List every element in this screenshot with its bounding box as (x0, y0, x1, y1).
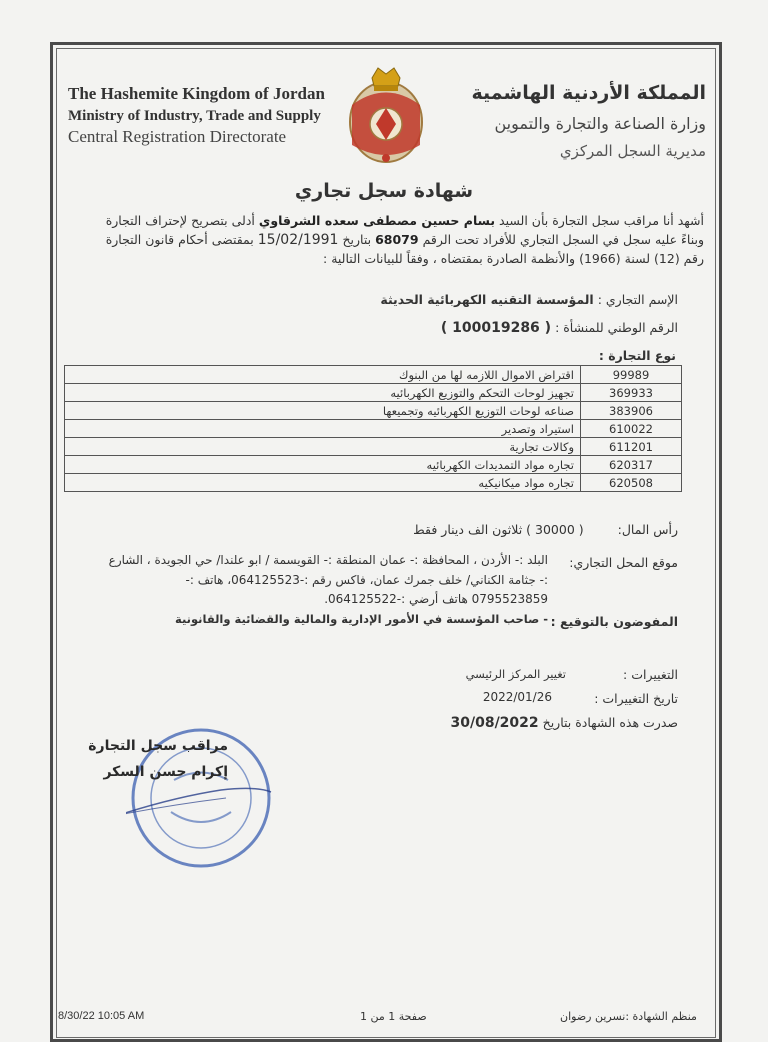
activity-description: استيراد وتصدير (65, 420, 581, 438)
header-en-directorate: Central Registration Directorate (68, 127, 287, 146)
certificate-organizer: منظم الشهادة :نسرين رضوان (560, 1010, 697, 1023)
intro-line-1: أشهد أنا مراقب سجل التجارة بأن السيد بسام حسين مصطفى سعده الشرقاوي أدلى بتصريح لإحتراف التجارة (105, 213, 704, 228)
activity-row (65, 402, 682, 420)
issued-row: صدرت هذه الشهادة بتاريخ 30/08/2022 (450, 715, 678, 731)
changes-label: التغييرات : (623, 667, 678, 682)
trade-name-value: المؤسسة التقنيه الكهربائية الحديثة (380, 292, 594, 307)
capital-value: ( 30000 ) ثلاثون الف دينار فقط (413, 522, 584, 537)
header-ar-directorate: مديرية السجل المركزي (559, 142, 706, 160)
header-en-kingdom: The Hashemite Kingdom of Jordan (68, 84, 325, 103)
activity-description: وكالات تجارية (65, 438, 581, 456)
activity-row (65, 474, 682, 492)
activity-description: تجاره مواد ميكانيكيه (65, 474, 581, 492)
location-line-2: :- جثامة الكناني/ خلف جمرك عمان، فاكس رقم :-064125523، هاتف :- (185, 573, 548, 587)
trade-type-label: نوع التجارة : (598, 348, 676, 363)
activity-code: 620508 (581, 474, 682, 492)
header-ar-kingdom: المملكة الأردنية الهاشمية (471, 82, 706, 104)
jordan-coat-of-arms-icon (342, 60, 430, 170)
header-ar-ministry: وزارة الصناعة والتجارة والتموين (494, 114, 706, 133)
intro-line-3: رقم (12) لسنة (1966) والأنظمة الصادرة بمقتضاه ، وفقاً للبيانات التالية : (323, 251, 704, 266)
activity-row (65, 456, 682, 474)
changes-date-label: تاريخ التغييرات : (594, 691, 678, 706)
national-number-value: ( 100019286 ) (440, 320, 552, 336)
activity-code: 610022 (581, 420, 682, 438)
activity-code: 99989 (581, 366, 682, 384)
activity-row (65, 384, 682, 402)
changes-date-value: 2022/01/26 (482, 690, 552, 704)
activity-code: 369933 (581, 384, 682, 402)
issued-date: 30/08/2022 (450, 715, 539, 731)
signer-name: إكرام حسن السكر (103, 764, 228, 780)
trade-name-row: الإسم التجاري : المؤسسة التقنيه الكهربائية الحديثة (380, 292, 678, 307)
activity-description: اقتراض الاموال اللازمه لها من البنوك (65, 366, 581, 384)
header-en-ministry: Ministry of Industry, Trade and Supply (68, 108, 321, 124)
location-line-1: البلد :- الأردن ، المحافظة :- عمان المنطقة :- القويسمة / ابو علندا/ حي الجويدة ، الشارع (108, 553, 548, 567)
registration-number: 68079 (375, 232, 419, 247)
activity-code: 611201 (581, 438, 682, 456)
national-number-row: الرقم الوطني للمنشأة : ( 100019286 ) (440, 320, 678, 336)
authorized-label: المفوضون بالتوقيع : (550, 614, 678, 629)
page-number: صفحة 1 من 1 (360, 1010, 427, 1023)
registration-date: 15/02/1991 (257, 232, 339, 248)
changes-value: تغيير المركز الرئيسي (465, 667, 566, 681)
activities-table (64, 365, 682, 492)
activity-code: 620317 (581, 456, 682, 474)
activity-description: تجهيز لوحات التحكم والتوزيع الكهربائيه (65, 384, 581, 402)
capital-row: رأس المال: ( 30000 ) ثلاثون الف دينار فقط (413, 522, 678, 537)
activity-description: تجاره مواد التمديدات الكهربائيه (65, 456, 581, 474)
location-line-3: 0795523859 هاتف أرضي :-064125522. (324, 592, 548, 606)
print-timestamp: 8/30/22 10:05 AM (58, 1010, 145, 1022)
activity-row (65, 366, 682, 384)
activity-code: 383906 (581, 402, 682, 420)
intro-line-2: وبناءً عليه سجل في السجل التجاري للأفراد تحت الرقم 68079 بتاريخ 15/02/1991 بمقتضى أحكام قانون التجارة (105, 232, 704, 248)
authorized-value: - صاحب المؤسسة في الأمور الإدارية والمالية والقضائية والقانونية (174, 612, 548, 626)
signer-title: مراقب سجل التجارة (88, 738, 228, 754)
owner-name: بسام حسين مصطفى سعده الشرقاوي (258, 213, 496, 228)
activity-description: صناعه لوحات التوزيع الكهربائيه وتجميعها (65, 402, 581, 420)
certificate-title: شهادة سجل تجاري (294, 180, 474, 202)
activity-row (65, 438, 682, 456)
activity-row (65, 420, 682, 438)
location-label: موقع المحل التجاري: (569, 555, 678, 570)
